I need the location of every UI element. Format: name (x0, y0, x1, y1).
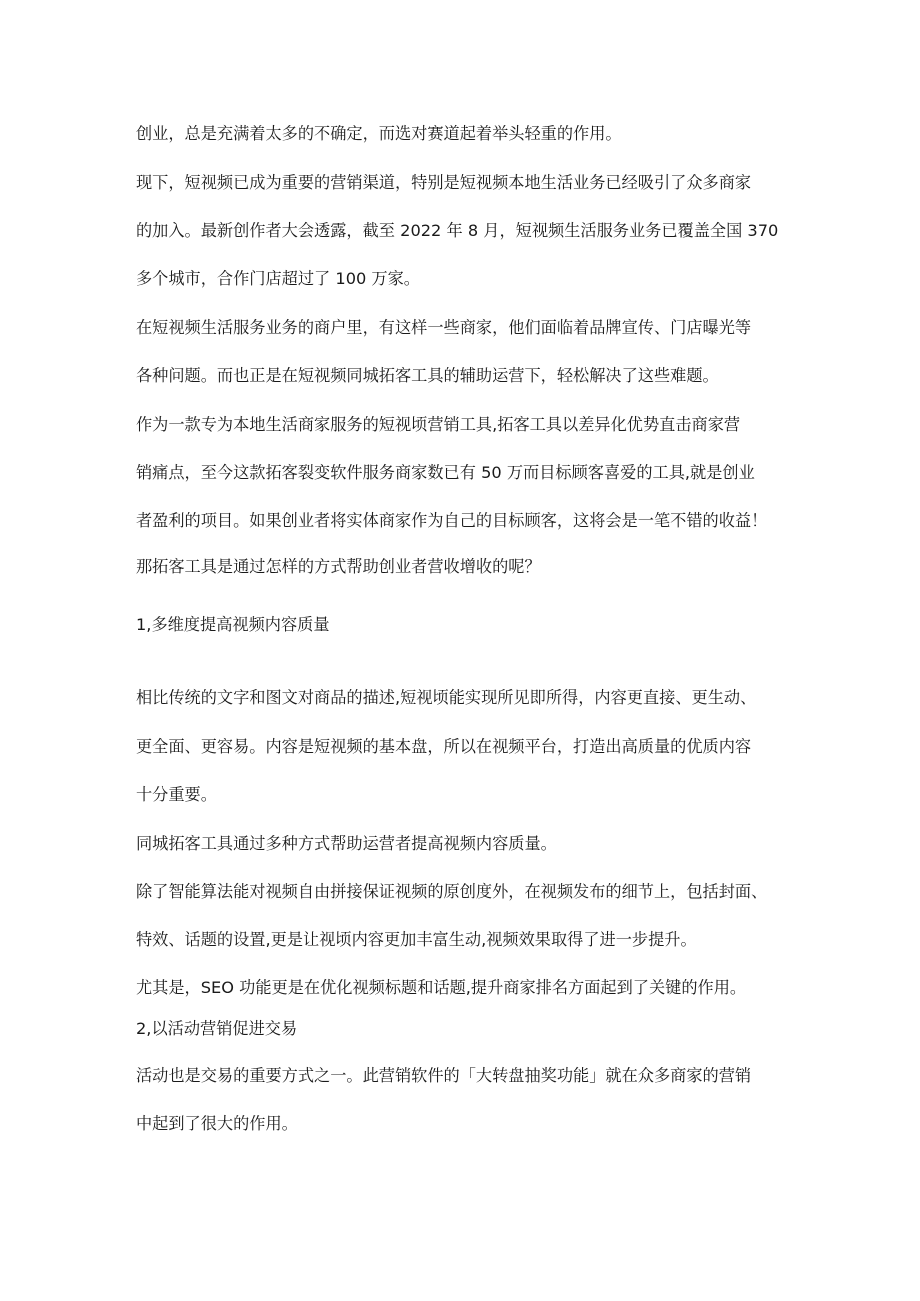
paragraph-line: 更全面、更容易。内容是短视频的基本盘，所以在视频平台，打造出高质量的优质内容 (136, 737, 752, 756)
section-heading: 2,以活动营销促进交易 (136, 1019, 298, 1038)
paragraph-line: 十分重要。 (136, 785, 217, 804)
paragraph-line: 同城拓客工具通过多种方式帮助运营者提高视频内容质量。 (136, 834, 557, 853)
paragraph-line: 相比传统的文字和图文对商品的描述,短视顷能实现所见即所得，内容更直接、更生动、 (136, 688, 757, 707)
paragraph-line: 多个城市，合作门店超过了 100 万家。 (136, 269, 420, 288)
paragraph-line: 各种问题。而也正是在短视频同城拓客工具的辅助运营下，轻松解决了这些难题。 (136, 366, 719, 385)
paragraph-line: 创业，总是充满着太多的不确定，而选对赛道起着举头轻重的作用。 (136, 124, 622, 143)
paragraph-line: 活动也是交易的重要方式之一。此营销软件的「大转盘抽奖功能」就在众多商家的营销 (136, 1066, 752, 1085)
paragraph-line: 在短视频生活服务业务的商户里，有这样一些商家，他们面临着品牌宣传、门店曝光等 (136, 318, 752, 337)
paragraph-line: 的加入。最新创作者大会透露，截至 2022 年 8 月，短视频生活服务业务已覆盖全国 370 (136, 221, 779, 240)
paragraph-line: 销痛点，至今这款拓客裂变软件服务商家数已有 50 万而目标顾客喜爱的工具,就是创业 (136, 463, 755, 482)
paragraph-line: 除了智能算法能对视频自由拼接保证视频的原创度外，在视频发布的细节上，包括封面、 (136, 882, 768, 901)
paragraph-line: 特效、话题的设置,更是让视顷内容更加丰富生动,视频效果取得了进一步提升。 (136, 930, 697, 949)
section-heading: 1,多维度提高视频内容质量 (136, 615, 330, 634)
paragraph-line: 作为一款专为本地生活商家服务的短视顷营销工具,拓客工具以差异化优势直击商家营 (136, 415, 741, 434)
paragraph-line: 者盈利的项目。如果创业者将实体商家作为自己的目标顾客，这将会是一笔不错的收益！ (136, 511, 768, 530)
paragraph-line: 那拓客工具是通过怎样的方式帮助创业者营收增收的呢？ (136, 557, 541, 576)
paragraph-line: 中起到了很大的作用。 (136, 1114, 298, 1133)
paragraph-line: 尤其是，SEO 功能更是在优化视频标题和话题,提升商家排名方面起到了关键的作用。 (136, 978, 747, 997)
paragraph-line: 现下，短视频已成为重要的营销渠道，特别是短视频本地生活业务已经吸引了众多商家 (136, 173, 752, 192)
